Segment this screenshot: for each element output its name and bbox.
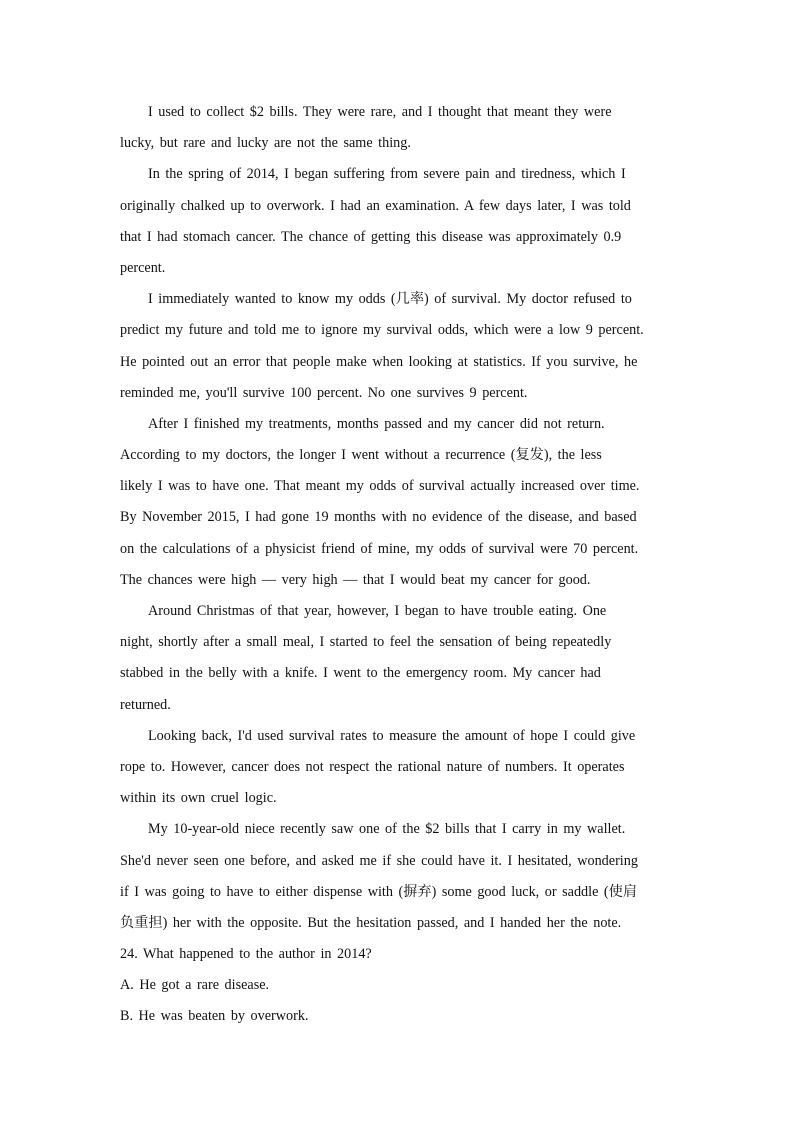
passage-line: stabbed in the belly with a knife. I went to the emergency room. My cancer had	[120, 665, 601, 682]
paragraph	[120, 596, 680, 721]
passage-line: likely I was to have one. That meant my odds of survival actually increased over time.	[120, 478, 640, 495]
passage-line: percent.	[120, 259, 166, 276]
passage-line: that I had stomach cancer. The chance of getting this disease was approximately 0.9	[120, 228, 622, 245]
passage-line: if I was going to have to either dispense with (摒弃) some good luck, or saddle (使肩	[120, 883, 638, 900]
passage-line: within its own cruel logic.	[120, 790, 277, 807]
passage-line: Around Christmas of that year, however, I began to have trouble eating. One	[148, 603, 607, 619]
passage-line: My 10-year-old niece recently saw one of the $2 bills that I carry in my wallet.	[148, 821, 626, 838]
passage-line: According to my doctors, the longer I went without a recurrence (复发), the less	[120, 447, 602, 464]
paragraph	[120, 409, 680, 596]
passage-body	[120, 97, 680, 1033]
paragraph	[120, 284, 680, 409]
passage-line: I used to collect $2 bills. They were rare, and I thought that meant they were	[148, 104, 612, 120]
passage-line: By November 2015, I had gone 19 months with no evidence of the disease, and based	[120, 509, 637, 526]
paragraph	[120, 159, 680, 284]
passage-line: After I finished my treatments, months passed and my cancer did not return.	[148, 415, 605, 432]
passage-line: lucky, but rare and lucky are not the same thing.	[120, 135, 411, 152]
passage-line: returned.	[120, 696, 171, 713]
passage-line: reminded me, you'll survive 100 percent. No one survives 9 percent.	[120, 384, 528, 401]
question-stem: 24. What happened to the author in 2014?	[120, 946, 372, 963]
passage-line: In the spring of 2014, I began suffering from severe pain and tiredness, which I	[148, 166, 626, 183]
passage-line: rope to. However, cancer does not respect the rational nature of numbers. It operates	[120, 758, 625, 775]
answer-option-a: A. He got a rare disease.	[120, 977, 270, 994]
passage-line: She'd never seen one before, and asked me if she could have it. I hesitated, wondering	[120, 852, 638, 869]
passage-line: predict my future and told me to ignore my survival odds, which were a low 9 percent.	[120, 322, 644, 339]
paragraph	[120, 814, 680, 939]
passage-line: I immediately wanted to know my odds (几率) of survival. My doctor refused to	[148, 291, 632, 308]
question-block	[120, 939, 680, 1033]
passage-line: Looking back, I'd used survival rates to measure the amount of hope I could give	[148, 727, 636, 744]
answer-option-b: B. He was beaten by overwork.	[120, 1008, 309, 1025]
passage-line: He pointed out an error that people make when looking at statistics. If you survive, he	[120, 353, 638, 370]
passage-line: on the calculations of a physicist friend of mine, my odds of survival were 70 percent.	[120, 540, 639, 557]
passage-line: The chances were high — very high — that I would beat my cancer for good.	[120, 571, 591, 588]
paragraph	[120, 721, 680, 815]
passage-line: 负重担) her with the opposite. But the hesitation passed, and I handed her the note.	[120, 914, 622, 931]
passage-line: originally chalked up to overwork. I had an examination. A few days later, I was told	[120, 197, 631, 214]
passage-line: night, shortly after a small meal, I started to feel the sensation of being repeatedly	[120, 634, 612, 651]
paragraph	[120, 97, 680, 159]
